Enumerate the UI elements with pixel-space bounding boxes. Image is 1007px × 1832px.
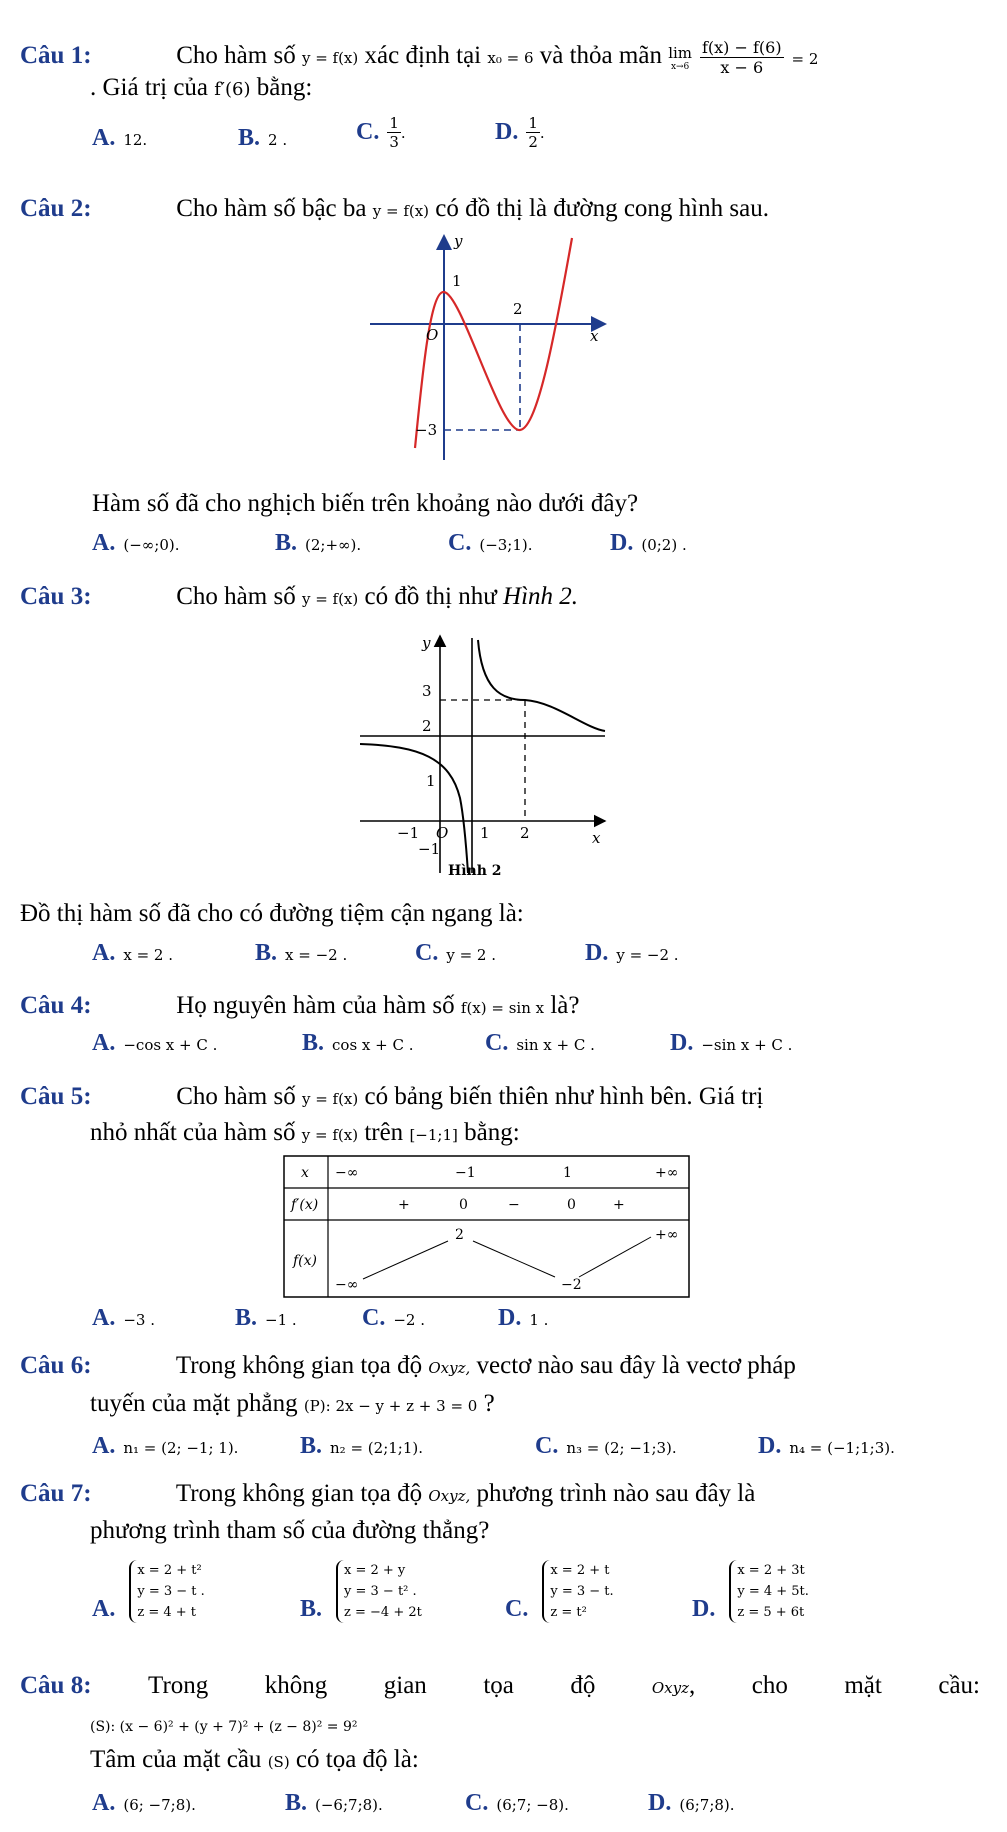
question-label: Câu 4: xyxy=(20,992,92,1019)
stem-text: Cho hàm số bậc ba xyxy=(176,195,367,222)
tick-label: 1 xyxy=(426,772,436,790)
table-sign: − xyxy=(508,1197,520,1213)
option-b[interactable]: B. (−6;7;8). xyxy=(285,1790,383,1816)
question-label: Câu 7: xyxy=(20,1480,92,1507)
stem-text: bằng: xyxy=(256,74,313,101)
math-fx: y = f(x) xyxy=(372,202,430,220)
math-oxyz: Oxyz xyxy=(651,1679,689,1697)
option-d[interactable]: D. n₄ = (−1;1;3). xyxy=(758,1433,895,1459)
stem-text: Cho hàm số xyxy=(176,583,296,610)
math-fprime: f′(6) xyxy=(214,79,251,100)
option-a[interactable]: A. −3 . xyxy=(92,1305,155,1331)
option-c[interactable]: C. (−3;1). xyxy=(448,530,533,556)
option-d[interactable]: D. y = −2 . xyxy=(585,940,679,966)
option-a[interactable]: A. n₁ = (2; −1; 1). xyxy=(92,1433,239,1459)
table-fp-label: f′(x) xyxy=(291,1197,319,1213)
option-a[interactable]: A. x = 2 + t² y = 3 − t . z = 4 + t xyxy=(92,1560,205,1623)
question-3 xyxy=(20,583,578,611)
variation-table xyxy=(283,1155,693,1300)
table-value: 2 xyxy=(455,1227,464,1243)
y-axis-label: y xyxy=(422,634,431,652)
figure-ref: Hình 2. xyxy=(503,583,579,610)
limit-expression xyxy=(668,38,818,77)
math-fx: y = f(x) xyxy=(301,1126,359,1144)
question-label: Câu 8: xyxy=(20,1672,92,1699)
stem-text: và thỏa mãn xyxy=(539,42,662,70)
option-a[interactable]: A. −cos x + C . xyxy=(92,1030,218,1056)
stem-text: bằng: xyxy=(464,1119,520,1146)
math-fx: y = f(x) xyxy=(301,590,359,608)
option-c[interactable]: C. y = 2 . xyxy=(415,940,497,966)
stem-text: Họ nguyên hàm của hàm số xyxy=(176,992,455,1019)
option-d[interactable]: D. x = 2 + 3t y = 4 + 5t. z = 5 + 6t xyxy=(692,1560,809,1623)
stem-text: Cho hàm số xyxy=(176,1083,296,1110)
option-b[interactable]: B. x = −2 . xyxy=(255,940,348,966)
lim-symbol: lim xyxy=(668,43,693,62)
option-d[interactable]: D. (0;2) . xyxy=(610,530,687,556)
question-8: Câu 8: Trong không gian tọa độ Oxyz, cho mặt cầu: xyxy=(20,1672,980,1699)
table-sign: 0 xyxy=(459,1197,468,1213)
question-4 xyxy=(20,992,580,1020)
lim-value: = 2 xyxy=(791,50,819,68)
option-a[interactable]: A. (6; −7;8). xyxy=(92,1790,196,1816)
table-x-value: +∞ xyxy=(655,1165,679,1181)
tick-label: 2 xyxy=(513,300,523,318)
question-1-line2 xyxy=(90,74,312,102)
question-2 xyxy=(20,195,769,223)
tick-label: 2 xyxy=(422,717,432,735)
table-sign: + xyxy=(613,1197,625,1213)
right-branch xyxy=(478,640,605,731)
stem-text: Trong không gian tọa độ xyxy=(175,1352,423,1379)
tick-label: 2 xyxy=(520,824,530,842)
option-c[interactable]: C. −2 . xyxy=(362,1305,425,1331)
table-x-label: x xyxy=(301,1165,309,1181)
math-sphere: (S): (x − 6)² + (y + 7)² + (z − 8)² = 9² xyxy=(90,1719,358,1735)
x-axis-label: x xyxy=(590,327,599,345)
question-7-line2: phương trình tham số của đường thẳng? xyxy=(90,1517,490,1544)
option-a[interactable]: A. x = 2 . xyxy=(92,940,173,966)
option-b[interactable]: B. n₂ = (2;1;1). xyxy=(300,1433,424,1459)
stem-text: . Giá trị của xyxy=(90,74,209,101)
table-x-value: −∞ xyxy=(335,1165,359,1181)
x-axis-label: x xyxy=(592,829,601,847)
cubic-graph xyxy=(360,228,620,468)
cubic-curve xyxy=(415,238,572,448)
table-sign: 0 xyxy=(567,1197,576,1213)
option-c[interactable]: C. n₃ = (2; −1;3). xyxy=(535,1433,677,1459)
option-b[interactable]: B. −1 . xyxy=(235,1305,297,1331)
math-interval: [−1;1] xyxy=(409,1126,458,1144)
question-5 xyxy=(20,1083,763,1111)
origin-label: O xyxy=(436,824,449,842)
question-3-prompt: Đồ thị hàm số đã cho có đường tiệm cận ngang là: xyxy=(20,900,524,927)
stem-text: tuyến của mặt phẳng xyxy=(90,1390,298,1417)
option-c[interactable]: C. sin x + C . xyxy=(485,1030,595,1056)
lim-sub: x→6 xyxy=(670,61,690,72)
option-c[interactable]: C. $\frac{1}{3}$ . xyxy=(356,114,406,151)
question-6-line2 xyxy=(90,1390,495,1418)
option-d[interactable]: D. (6;7;8). xyxy=(648,1790,735,1816)
question-label: Câu 3: xyxy=(20,583,92,610)
question-label: Câu 6: xyxy=(20,1352,92,1379)
tick-label: 1 xyxy=(480,824,490,842)
math-fx: f(x) = sin x xyxy=(460,999,545,1017)
question-8-sphere xyxy=(90,1710,358,1738)
table-sign: + xyxy=(398,1197,410,1213)
option-b[interactable]: B. (2;+∞). xyxy=(275,530,362,556)
table-x-value: 1 xyxy=(563,1165,572,1181)
option-d[interactable]: D. $\frac{1}{2}$ . xyxy=(495,114,545,151)
rational-graph xyxy=(360,628,620,883)
y-axis-label: y xyxy=(454,232,463,250)
math-s: (S) xyxy=(267,1753,290,1771)
question-6 xyxy=(20,1352,796,1380)
question-7 xyxy=(20,1480,755,1508)
lim-denominator: x − 6 xyxy=(720,58,764,77)
origin-label: O xyxy=(426,326,439,344)
stem-text: phương trình nào sau đây là xyxy=(476,1480,756,1507)
tick-label: 3 xyxy=(422,682,432,700)
table-f-label: f(x) xyxy=(293,1253,318,1269)
stem-text: nhỏ nhất của hàm số xyxy=(90,1119,296,1146)
stem-text: Cho hàm số xyxy=(176,42,296,70)
lim-numerator: f(x) − f(6) xyxy=(701,38,782,57)
tick-label: 1 xyxy=(452,272,462,290)
question-label: Câu 2: xyxy=(20,195,92,222)
option-a[interactable]: A. 12. xyxy=(92,125,148,151)
math-fx: y = f(x) xyxy=(301,49,359,68)
option-b[interactable]: B. cos x + C . xyxy=(302,1030,414,1056)
question-label: Câu 5: xyxy=(20,1083,92,1110)
question-1 xyxy=(20,38,818,77)
table-value: −2 xyxy=(561,1277,582,1293)
tick-label: −1 xyxy=(418,840,441,858)
option-c[interactable]: C. x = 2 + t y = 3 − t. z = t² xyxy=(505,1560,614,1623)
tick-label: −1 xyxy=(397,824,420,842)
math-x0: x₀ = 6 xyxy=(487,49,534,68)
stem-text: có đồ thị như xyxy=(364,583,497,610)
stem-text: có đồ thị là đường cong hình sau. xyxy=(435,195,769,222)
left-branch xyxy=(360,744,468,873)
option-d[interactable]: D. −sin x + C . xyxy=(670,1030,793,1056)
figure-caption: Hình 2 xyxy=(448,863,502,879)
stem-text: Tâm của mặt cầu xyxy=(90,1746,262,1773)
math-oxyz: Oxyz, xyxy=(428,1487,471,1505)
question-label: Câu 1: xyxy=(20,42,92,70)
stem-text: trên xyxy=(364,1119,404,1146)
option-a[interactable]: A. (−∞;0). xyxy=(92,530,180,556)
tick-label: −3 xyxy=(415,421,438,439)
math-oxyz: Oxyz, xyxy=(428,1359,471,1377)
stem-text: có tọa độ là: xyxy=(295,1746,419,1773)
math-plane: (P): 2x − y + z + 3 = 0 xyxy=(303,1397,478,1415)
option-d[interactable]: D. 1 . xyxy=(498,1305,549,1331)
question-5-line2 xyxy=(90,1119,520,1147)
stem-text: có bảng biến thiên như hình bên. Giá trị xyxy=(364,1083,764,1110)
option-b[interactable]: B. x = 2 + y y = 3 − t² . z = −4 + 2t xyxy=(300,1560,422,1623)
stem-text: xác định tại xyxy=(364,42,482,70)
stem-text: vectơ nào sau đây là vectơ pháp xyxy=(476,1352,796,1379)
table-x-value: −1 xyxy=(455,1165,476,1181)
stem-text: ? xyxy=(483,1390,495,1417)
stem-text: là? xyxy=(550,992,580,1019)
option-b[interactable]: B. 2 . xyxy=(238,125,288,151)
math-fx: y = f(x) xyxy=(301,1090,359,1108)
table-value: −∞ xyxy=(335,1277,359,1293)
stem-text: Trong không gian tọa độ xyxy=(175,1480,423,1507)
option-c[interactable]: C. (6;7; −8). xyxy=(465,1790,569,1816)
question-2-prompt: Hàm số đã cho nghịch biến trên khoảng nào dưới đây? xyxy=(92,490,639,517)
question-8-line3 xyxy=(90,1746,419,1774)
table-value: +∞ xyxy=(655,1227,679,1243)
